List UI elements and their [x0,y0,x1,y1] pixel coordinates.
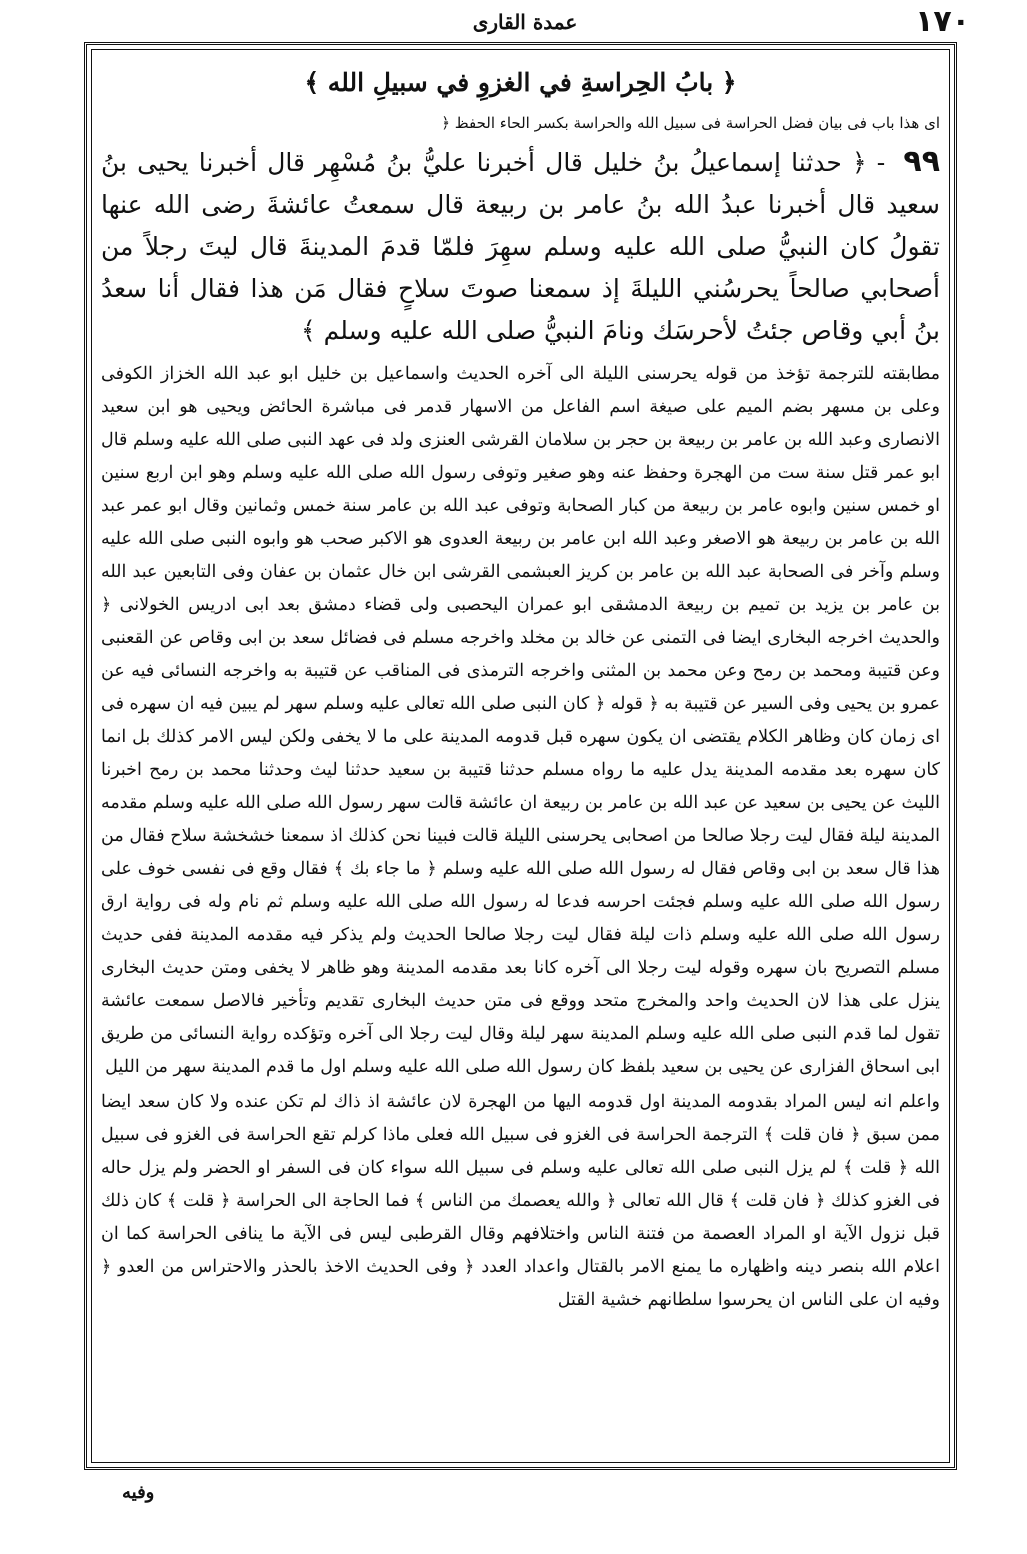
chapter-gloss: اى هذا باب فى بيان فضل الحراسة فى سبيل الله والحراسة بكسر الحاء الحفظ ﴿ [441,114,940,132]
hadith-number: ٩٩ [903,144,940,179]
commentary-paragraph-2: واعلم انه ليس المراد بقدومه المدينة اول قدومه اليها من الهجرة لان عائشة اذ ذاك لم تكن عنده ولا كان سعد ايضا ممن سبق ﴿ فان قلت ﴾ الترجمة الحراسة فى الغزو فى سبيل الله فعلى ماذا كرلم تقع الحراسة فى الغزو فى سبيل الله ﴿ قلت ﴾ لم يزل النبى صلى الله تعالى عليه وسلم فى سبيل الله سواء كان فى السفر او الحضر ولم يزل حاله فى الغزو كذلك ﴿ فان قلت ﴾ قال الله تعالى ﴿ والله يعصمك من الناس ﴾ فما الحاجة الى الحراسة ﴿ قلت ﴾ كان ذلك قبل نزول الآية او المراد العصمة من فتنة الناس واختلافهم وقال القرطبى ليس فى الآية ما ينافى الحراسة كما ان اعلام الله بنصر دينه واظهاره ما يمنع الامر بالقتال واعداد العدد ﴿ وفى الحديث الاخذ بالحذر والاحتراس من العدو ﴿ وفيه ان على الناس ان يحرسوا سلطانهم خشية القتل [101,1092,940,1310]
chapter-title: ﴿ بابُ الحِراسةِ في الغزوِ في سبيلِ الله ﴾ [304,68,737,97]
running-title: عمدة القارى [472,10,578,34]
page-content [101,57,940,1457]
catchword: وفيه [122,1482,155,1503]
commentary-paragraph-1: مطابقته للترجمة تؤخذ من قوله يحرسنى الليلة الى آخره الحديث واسماعيل بن خليل ابو عبد الله الخزاز الكوفى وعلى بن مسهر بضم الميم على صيغة اسم الفاعل من الاسهار قدمر فى مباشرة الحائض ويحيى هو ابن سعيد الانصارى وعبد الله بن عامر بن ربيعة بن حجر بن سلامان القرشى العنزى ولد فى عهد النبى صلى الله عليه وسلم قال ابو عمر قتل سنة ست من الهجرة وحفظ عنه وهو صغير وتوفى رسول الله صلى الله عليه وسلم وهو ابن اربع سنين او خمس سنين وابوه عامر بن ربيعة من كبار الصحابة وتوفى عبد الله بن عامر سنة خمس وثمانين وقال ابو عمر عبد الله بن عامر بن ربيعة هو الاصغر وعبد الله ابن عامر بن ربيعة العدوى هو الاكبر صحب هو وابوه النبى صلى الله عليه وسلم وآخر فى الصحابة عبد الله بن عامر بن كريز العبشمى القرشى ابن خال عثمان بن عفان وفى التابعين عبد الله بن عامر بن يزيد بن تميم بن ربيعة الدمشقى ابو عمران اليحصبى ولى قضاء دمشق بعد ابى ادريس الخولانى ﴿ والحديث اخرجه البخارى ايضا فى التمنى عن خالد بن مخلد واخرجه مسلم فى فضائل سعد بن ابى وقاص عن القعنبى وعن قتيبة ومحمد بن رمح وعن محمد بن المثنى واخرجه الترمذى فى المناقب عن قتيبة به واخرجه النسائى فيه عن عمرو بن يحيى وفى السير عن قتيبة به ﴿ قوله ﴿ كان النبى صلى الله تعالى عليه وسلم سهر لم يبين فيه ان سهره فى اى زمان كان وظاهر الكلام يقتضى ان يكون سهره قبل قدومه المدينة على ما لا يخفى ولكن ليس الامر كذلك بل انما كان سهره بعد مقدمه المدينة يدل عليه ما رواه مسلم حدثنا قتيبة بن سعيد حدثنا ليث وحدثنا محمد بن رمح اخبرنا الليث عن يحيى بن سعيد عن عبد الله بن عامر بن ربيعة ان عائشة قالت سهر رسول الله صلى الله عليه وسلم مقدمه المدينة ليلة فقال ليت رجلا صالحا من اصحابى يحرسنى الليلة قالت فبينا نحن كذلك اذ سمعنا خشخشة سلاح فقال من هذا قال سعد بن ابى وقاص فقال له رسول الله صلى الله عليه وسلم ﴿ ما جاء بك ﴾ فقال وقع فى نفسى خوف على رسول الله صلى الله عليه وسلم فجئت احرسه فدعا له رسول الله صلى الله عليه وسلم ثم نام وله فى رواية ارق رسول الله صلى الله عليه وسلم ذات ليلة فقال ليت رجلا صالحا الحديث ولم يذكر فيه مقدمه المدينة ففى حديث مسلم التصريح بان سهره وقوله ليت رجلا الى آخره كانا بعد مقدمه المدينة وهو ظاهر لا يخفى ومتن حديث البخارى ينزل على هذا لان الحديث واحد والمخرج متحد ووقع فى متن حديث البخارى تقديم وتأخير فالاصل سمعت عائشة تقول لما قدم النبى صلى الله عليه وسلم المدينة سهر ليلة وقال ليت رجلا الى آخره وتؤكده رواية النسائى من طريق ابى اسحاق الفزارى عن يحيى بن سعيد بلفظ كان رسول الله صلى الله عليه وسلم اول ما قدم المدينة سهر من الليل [101,364,940,1077]
hadith-text: - ﴿ حدثنا إسماعيلُ بنُ خليل قال أخبرنا عليُّ بنُ مُسْهِر قال أخبرنا يحيى بنُ سعيد قال أخبرنا عبدُ الله بنُ عامر بن ربيعة قال سمعتُ عائشةَ رضى الله عنها تقولُ كان النبيُّ صلى الله عليه وسلم سهِرَ فلمّا قدمَ المدينةَ قال ليتَ رجلاً من أصحابي صالحاً يحرسُني الليلةَ إذ سمعنا صوتَ سلاحٍ فقال مَن هذا فقال أنا سعدُ بنُ أبي وقاص جئتُ لأحرسَك ونامَ النبيُّ صلى الله عليه وسلم ﴾ [101,148,940,345]
page-header [60,4,990,44]
page-frame [84,42,957,1470]
page-number: ١٧٠ [915,4,970,39]
hadith-block [101,141,940,352]
